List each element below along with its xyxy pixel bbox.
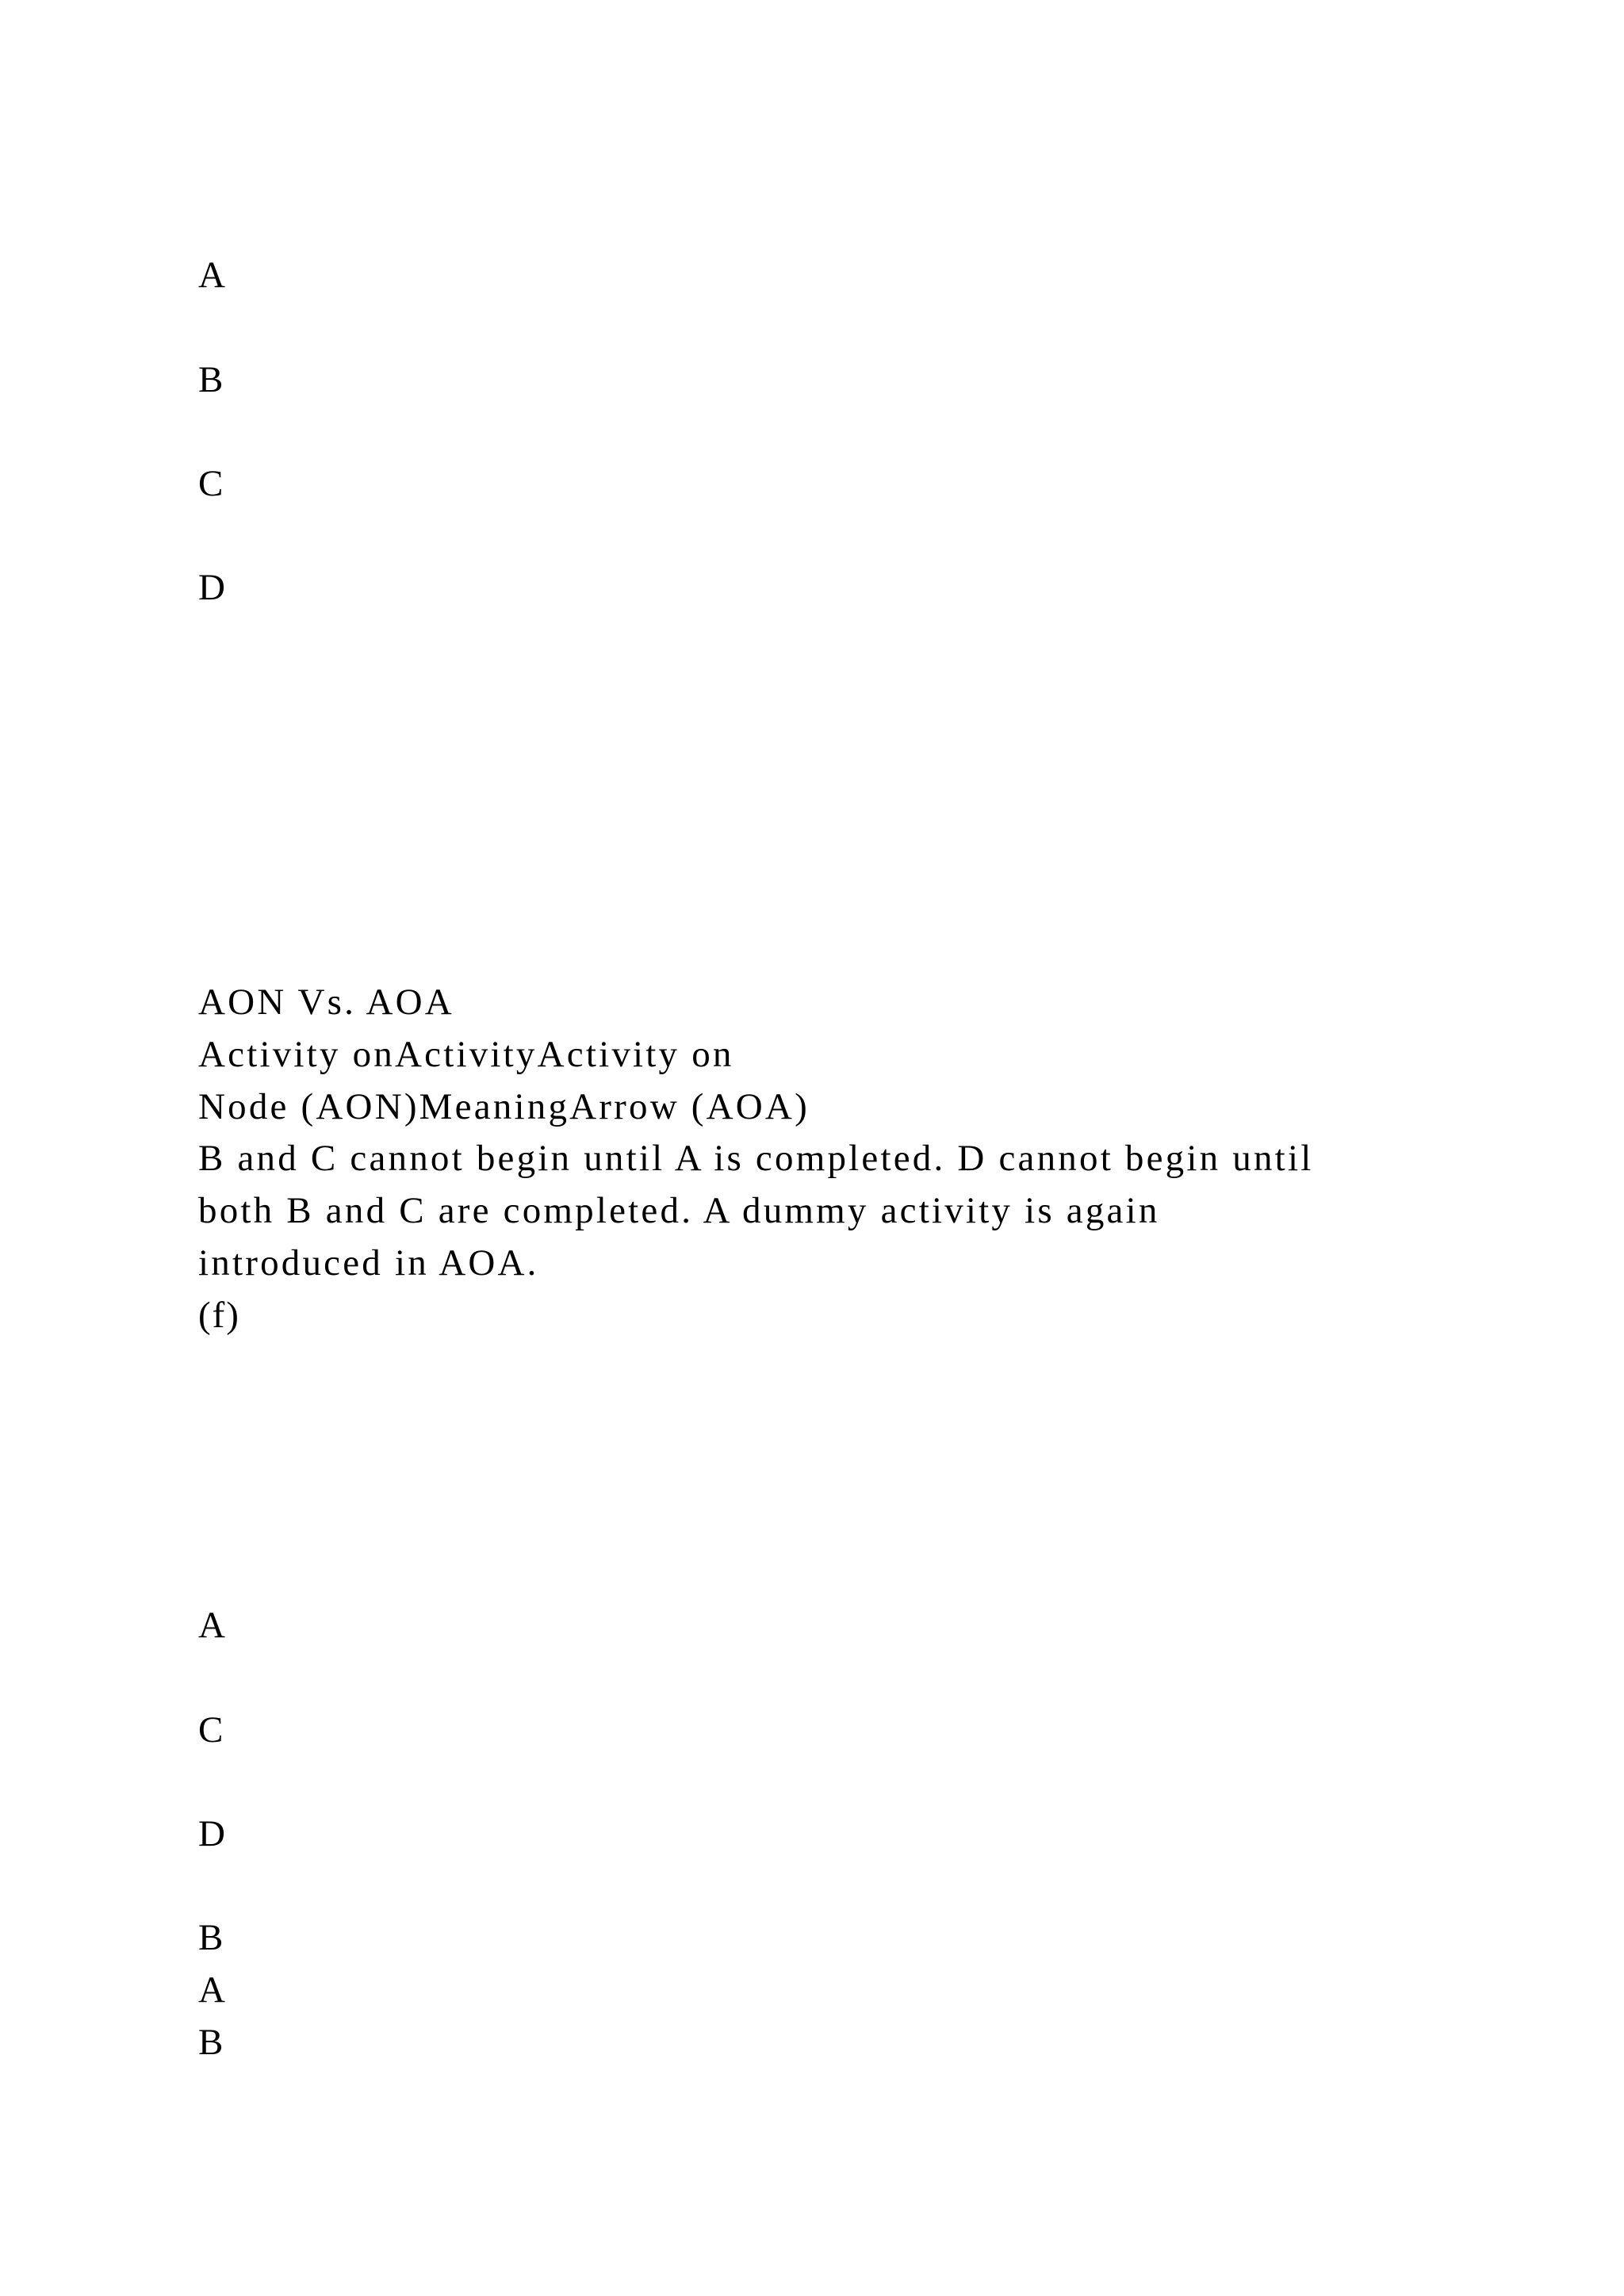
diagram-label-b-2: B — [198, 1917, 225, 1958]
diagram-label-a-2: A — [198, 1605, 227, 1646]
description-line-2: both B and C are completed. A dummy activity is again — [198, 1190, 1160, 1231]
diagram-label-b-3: B — [198, 2022, 225, 2063]
diagram-label-d: D — [198, 567, 227, 608]
table-header-line-1: Activity onActivityActivity on — [198, 1034, 734, 1075]
diagram-label-b: B — [198, 359, 225, 400]
table-header-line-2: Node (AON)MeaningArrow (AOA) — [198, 1086, 810, 1127]
diagram-label-c-2: C — [198, 1709, 225, 1751]
description-line-1: B and C cannot begin until A is completed. D cannot begin until — [198, 1138, 1314, 1179]
case-label: (f) — [198, 1295, 240, 1336]
diagram-label-a-3: A — [198, 1969, 227, 2011]
diagram-label-c: C — [198, 463, 225, 504]
diagram-label-d-2: D — [198, 1813, 227, 1854]
description-line-3: introduced in AOA. — [198, 1242, 539, 1284]
diagram-label-a: A — [198, 254, 227, 296]
section-heading: AON Vs. AOA — [198, 982, 454, 1023]
